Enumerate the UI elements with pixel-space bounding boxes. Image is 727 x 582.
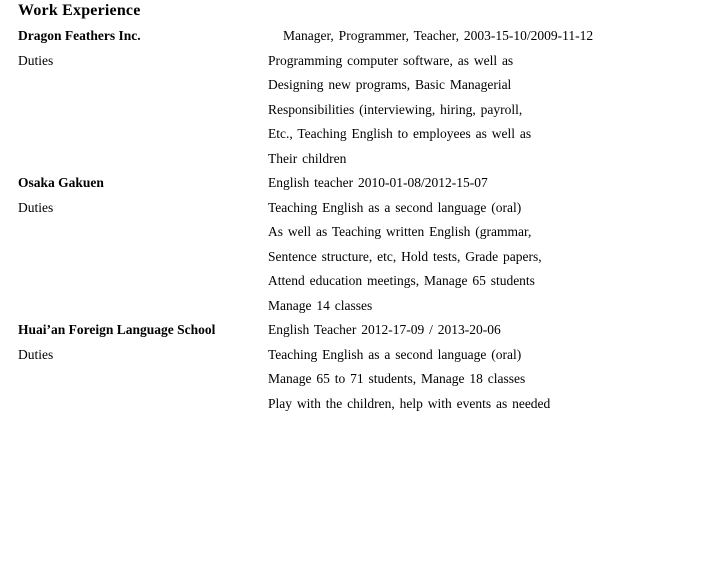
duties-row [18,339,727,413]
employer-role-dates: Manager, Programmer, Teacher, 2003-15-10/2009-11-12 [283,28,594,43]
experience-entry-header [18,314,727,339]
experience-entry [0,314,727,412]
duties-label: Duties [18,52,54,68]
employer-name: Huai’an Foreign Language School [18,322,216,337]
employer-role-dates: English Teacher 2012-17-09 / 2013-20-06 [268,322,501,337]
experience-entry [0,167,727,314]
experience-entry-header [18,20,727,45]
employer-name: Dragon Feathers Inc. [18,28,141,43]
experience-entry-header [18,167,727,192]
duties-row [18,192,727,315]
duties-list: Teaching English as a second language (oral) Manage 65 to 71 students, Manage 18 classes Play with the children, help with events as needed [268,346,551,411]
duties-list: Teaching English as a second language (oral) As well as Teaching written English (grammar, Sentence structure, etc, Hold tests, Grade papers, Attend education meetings, Manage 65 students Manage 14 classes [268,199,542,313]
duties-row [18,45,727,168]
employer-role-dates: English teacher 2010-01-08/2012-15-07 [268,175,488,190]
employer-name: Osaka Gakuen [18,175,104,190]
experience-entry [0,20,727,167]
duties-label: Duties [18,199,54,215]
duties-label: Duties [18,346,54,362]
page-title: Work Experience [18,2,141,19]
duties-list: Programming computer software, as well as Designing new programs, Basic Managerial Responsibilities (interviewing, hiring, payroll, Etc., Teaching English to employees as well as Their children [268,52,532,166]
